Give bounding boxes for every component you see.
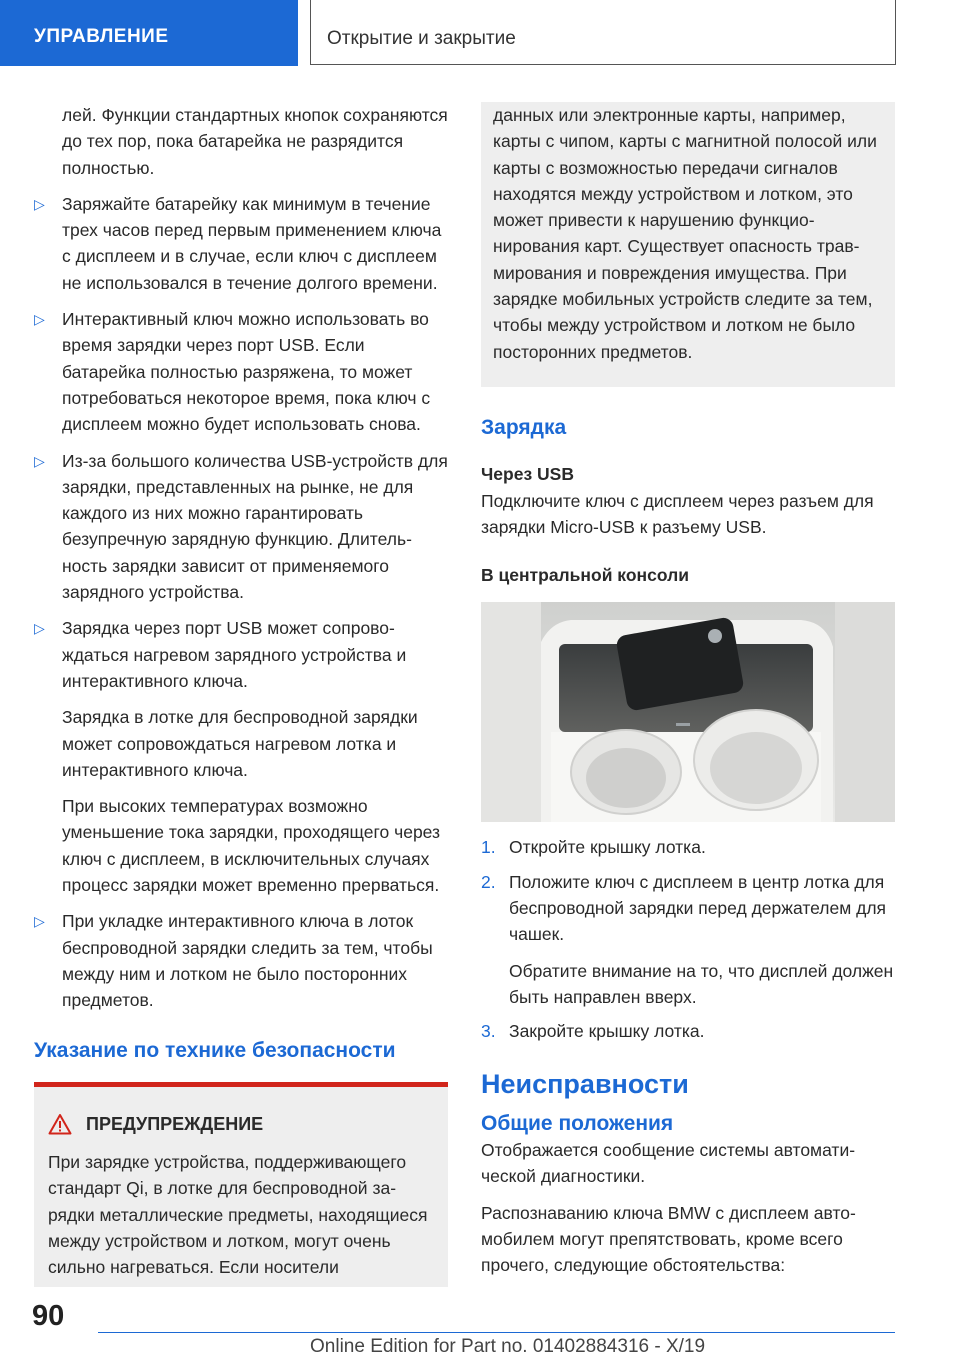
- step-item: [481, 869, 895, 948]
- step-text: Положите ключ с дисплеем в центр лотка для беспроводной зарядки перед держателем для чашек.: [509, 871, 887, 945]
- section-title: Открытие и закрытие: [327, 28, 516, 49]
- footer-edition: Online Edition for Part no. 01402884316 - X/19: [310, 1336, 706, 1357]
- faults-heading: Неисправности: [481, 1068, 689, 1099]
- page-number: 90: [32, 1300, 65, 1332]
- general-text: Отображается сообщение системы автоматической диагностики.: [481, 1140, 856, 1187]
- triangle-right-icon: ▷: [34, 913, 45, 930]
- bullet-text: При укладке интерактивного ключа в лоток беспроводной зарядки следить за тем, чтобы между ним и лотком не было посторонних предметов.: [62, 911, 433, 1011]
- step-text: Закройте крышку лотка.: [509, 1021, 705, 1042]
- step-item: [481, 1018, 895, 1044]
- bullet-item: [34, 448, 448, 606]
- triangle-right-icon: ▷: [34, 452, 45, 469]
- warning-box: [34, 1082, 448, 1287]
- triangle-right-icon: ▷: [34, 195, 45, 212]
- step-number: 2.: [481, 871, 496, 892]
- triangle-right-icon: ▷: [34, 311, 45, 328]
- bullet-subtext: Зарядка в лотке для беспроводной зарядки может сопровождаться нагревом лотка и интерактивного ключа.: [62, 707, 418, 780]
- warning-text-continued: данных или электронные карты, например, карты с чипом, карты с магнитной полосой или карты с возможностью передачи сигналов находятся между устройством и лотком, это может привести к нарушению функционирования карт. Существует опасность травмирования и повреждения имущества. При зарядке мобильных устройств следите за тем, чтобы между устройством и лотком не было посторонних предметов.: [493, 105, 877, 362]
- bullet-text: Зарядка через порт USB может сопровождаться нагревом зарядного устройства и интерактивного ключа.: [62, 618, 407, 691]
- warning-title: ПРЕДУПРЕЖДЕНИЕ: [86, 1113, 264, 1134]
- right-column: [481, 102, 895, 1279]
- usb-text: Подключите ключ с дисплеем через разъем для зарядки Micro-USB к разъему USB.: [481, 490, 874, 537]
- bullet-item: [34, 191, 448, 296]
- chapter-label: УПРАВЛЕНИЕ: [34, 26, 169, 47]
- bullet-subtext: При высоких температурах возможно уменьшение тока зарядки, проходящего через ключ с дисплеем, в исключительных случаях процесс зарядки может временно прерваться.: [62, 796, 441, 896]
- bullet-item: [34, 908, 448, 1013]
- warning-triangle-icon: [48, 1113, 72, 1135]
- general-text: Распознаванию ключа BMW с дисплеем автомобилем могут препятствовать, кроме всего прочего, следующие обстоятельства:: [481, 1202, 856, 1276]
- warning-title-row: [48, 1111, 434, 1137]
- footer-divider: [98, 1332, 895, 1333]
- bullet-text: Заряжайте батарейку как минимум в течение трех часов перед первым применением ключа с дисплеем и в случае, если ключ с дисплеем не использовался в течение долгого времени.: [62, 193, 442, 293]
- step-note: Обратите внимание на то, что дисплей должен быть направлен вверх.: [509, 960, 894, 1007]
- bullet-item: [34, 615, 448, 694]
- section-header: [310, 0, 896, 65]
- console-photo: [481, 602, 895, 822]
- console-heading: В центральной консоли: [481, 565, 689, 586]
- bullet-item: [34, 306, 448, 437]
- step-text: Откройте крышку лотка.: [509, 837, 706, 858]
- bullet-text: Из-за большого количества USB-устройств для зарядки, представленных на рынке, не для каждого из них можно гарантировать безупречную зарядную функцию. Длительность зарядки зависит от применяемого зарядного устройства.: [62, 450, 448, 603]
- bullet-text: Интерактивный ключ можно использовать во время зарядки через порт USB. Если батарейка полностью разряжена, то может потребоваться некоторое время, пока ключ с дисплеем можно будет использовать снова.: [62, 309, 431, 435]
- step-item: [481, 834, 895, 860]
- step-number: 3.: [481, 1021, 496, 1042]
- chapter-tab: [0, 0, 298, 66]
- step-number: 1.: [481, 837, 496, 858]
- safety-heading: Указание по технике безопасности: [34, 1038, 396, 1062]
- left-column: [34, 102, 448, 1287]
- warning-box-continued: [481, 102, 895, 387]
- charging-heading: Зарядка: [481, 415, 567, 439]
- usb-heading: Через USB: [481, 464, 574, 485]
- warning-text: При зарядке устройства, поддерживающего стандарт Qi, в лотке для беспроводной зарядки металлические предметы, находящиеся между устройством и лотком, могут очень сильно нагреваться. Если носители: [48, 1152, 428, 1278]
- intro-text: лей. Функции стандартных кнопок сохраняются до тех пор, пока батарейка не разрядится полностью.: [62, 105, 448, 178]
- general-heading: Общие положения: [481, 1111, 674, 1135]
- triangle-right-icon: ▷: [34, 620, 45, 637]
